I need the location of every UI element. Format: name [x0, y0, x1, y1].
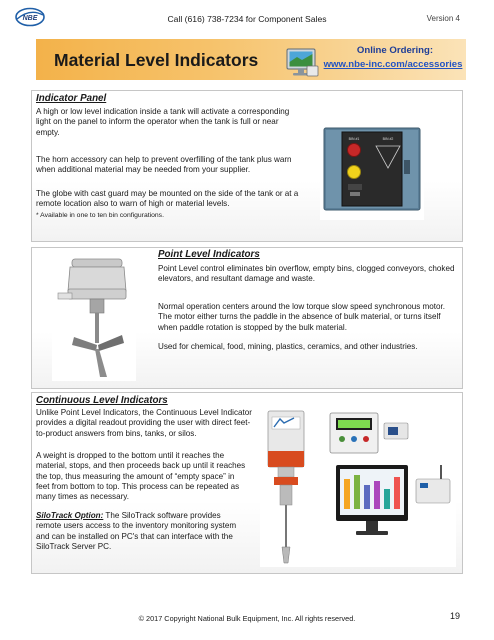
continuous-level-paragraph-2: A weight is dropped to the bottom until it reaches the material, stops, and then proceeds back up until it reaches the top, thus measuring the amount of “empty space” in feet from bottom to top. This process can be repeated as many times as necessary. — [36, 451, 246, 502]
point-level-heading: Point Level Indicators — [158, 249, 260, 260]
call-text: Call (616) 738-7234 for Component Sales — [167, 14, 327, 24]
point-level-paragraph-1: Point Level control eliminates bin overflow, empty bins, clogged conveyors, choked elevators, and resultant damage and waste. — [158, 264, 455, 284]
continuous-level-equipment-image — [260, 405, 456, 567]
point-level-paragraph-3: Used for chemical, food, mining, plastics, ceramics, and other industries. — [158, 342, 418, 351]
indicator-panel-heading: Indicator Panel — [36, 93, 107, 104]
bin-1-label: BIN #1 — [348, 137, 360, 141]
indicator-panel-paragraph-1: A high or low level indication inside a tank will activate a corresponding light on the panel to inform the operator when the tank is full or near empty. — [36, 107, 290, 137]
computer-monitor-icon[interactable] — [285, 47, 319, 79]
indicator-panel-paragraph-2: The horn accessory can help to prevent overfilling of the tank plus warn when additional material may be needed from your supplier. — [36, 155, 292, 175]
page-title: Material Level Indicators — [54, 50, 259, 70]
online-ordering-link[interactable]: www.nbe-inc.com/accessories — [323, 59, 463, 70]
indicator-panel-image — [320, 120, 424, 220]
point-level-paragraph-2: Normal operation centers around the low torque slow speed synchronous motor. The motor either turns the paddle in the absence of bulk material, or turns itself when paddle rotation is stopped by the bulk material. — [158, 302, 446, 332]
continuous-level-paragraph-1: Unlike Point Level Indicators, the Continuous Level Indicator provides a digital readout providing the user with direct feet-to-product answers from bins, tanks, or silos. — [36, 408, 252, 438]
copyright-notice: © 2017 Copyright National Bulk Equipment, Inc. All rights reserved. — [138, 614, 356, 623]
silotrack-label: SiloTrack Option: — [36, 511, 104, 520]
paddle-level-indicator-image — [52, 253, 136, 381]
silotrack-paragraph — [36, 511, 246, 552]
logo-text: NBE — [22, 15, 38, 22]
configuration-note: * Available in one to ten bin configurations. — [36, 212, 164, 219]
online-ordering-label: Online Ordering: — [356, 45, 434, 56]
version-label: Version 4 — [426, 14, 460, 23]
page-number: 19 — [449, 611, 460, 621]
indicator-panel-paragraph-3: The globe with cast guard may be mounted on the side of the tank or at a remote location also to warn of high or material levels. — [36, 189, 299, 209]
continuous-level-heading: Continuous Level Indicators — [36, 395, 168, 406]
silotrack-text: The SiloTrack software provides remote users access to the inventory monitoring system and can be installed on PC's that can interface with the SiloTrack Server PC. — [36, 511, 237, 551]
bin-2-label: BIN #2 — [382, 137, 394, 141]
